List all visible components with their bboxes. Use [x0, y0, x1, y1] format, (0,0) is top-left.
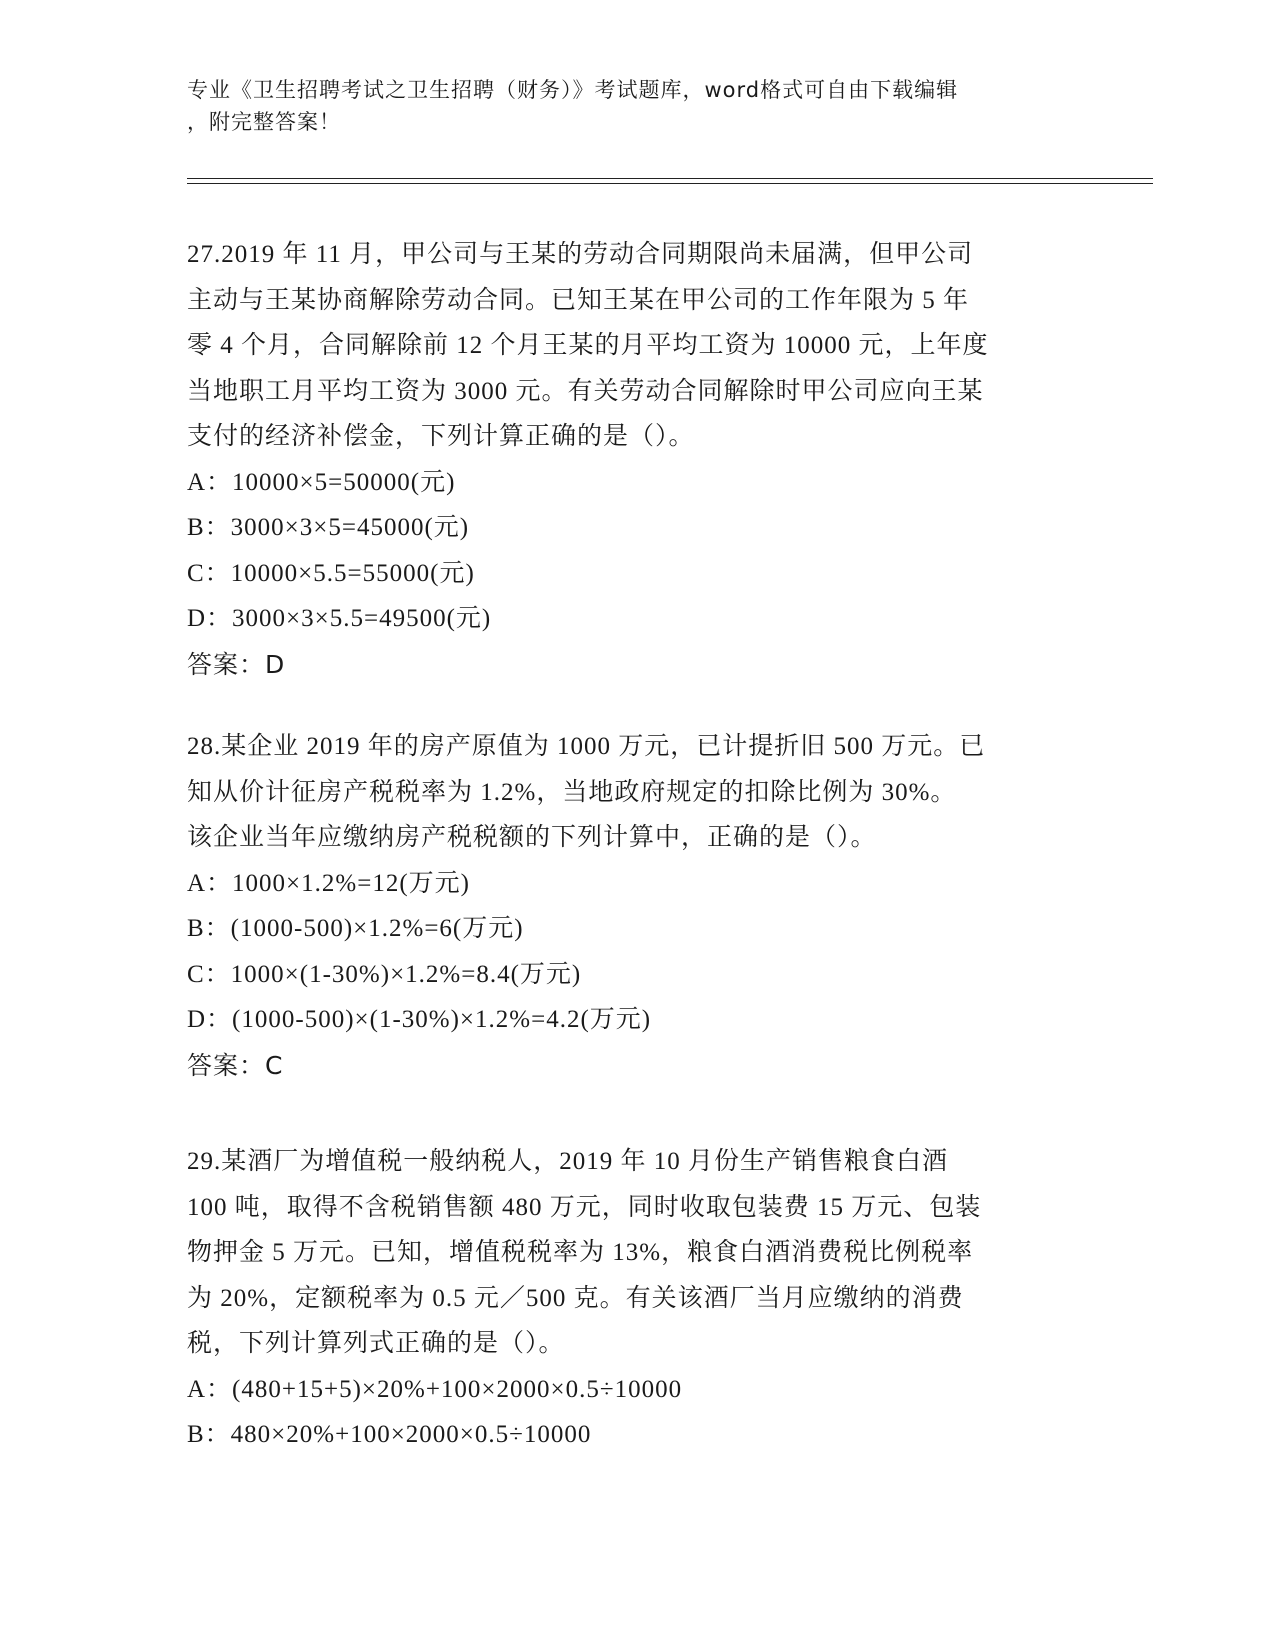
- question-stem-line: 100 吨，取得不含税销售额 480 万元，同时收取包装费 15 万元、包装: [187, 1193, 982, 1221]
- header-divider: [187, 178, 1153, 179]
- question-28: [187, 724, 1087, 1088]
- option-c: C：1000×(1-30%)×1.2%=8.4(万元): [187, 960, 582, 988]
- question-stem-line: 27.2019 年 11 月，甲公司与王某的劳动合同期限尚未届满，但甲公司: [187, 241, 974, 268]
- option-b: B：(1000-500)×1.2%=6(万元): [187, 915, 524, 942]
- question-stem-line: 物押金 5 万元。已知，增值税税率为 13%，粮食白酒消费税比例税率: [187, 1239, 974, 1266]
- question-stem-line: 当地职工月平均工资为 3000 元。有关劳动合同解除时甲公司应向王某: [187, 377, 984, 405]
- option-d: D：3000×3×5.5=49500(元): [187, 605, 492, 632]
- question-stem-line: 为 20%，定额税率为 0.5 元／500 克。有关该酒厂当月应缴纳的消费: [187, 1284, 964, 1312]
- answer: 答案：C: [187, 1050, 284, 1080]
- question-stem-line: 税，下列计算列式正确的是（）。: [187, 1330, 565, 1357]
- header-divider: [187, 183, 1153, 184]
- answer: 答案：D: [187, 649, 286, 679]
- option-a: A：10000×5=50000(元): [187, 468, 456, 496]
- question-stem-line: 支付的经济补偿金，下列计算正确的是（）。: [187, 423, 695, 450]
- question-27: [187, 232, 1087, 687]
- option-b: B：3000×3×5=45000(元): [187, 514, 470, 541]
- header-line: 专业《卫生招聘考试之卫生招聘（财务）》考试题库，word格式可自由下载编辑: [187, 78, 959, 102]
- question-stem-line: 29.某酒厂为增值税一般纳税人，2019 年 10 月份生产销售粮食白酒: [187, 1148, 949, 1175]
- document-header: [187, 74, 1087, 138]
- question-29: [187, 1139, 1087, 1458]
- option-b: B：480×20%+100×2000×0.5÷10000: [187, 1421, 592, 1448]
- question-stem-line: 该企业当年应缴纳房产税税额的下列计算中，正确的是（）。: [187, 824, 877, 851]
- question-stem-line: 零 4 个月，合同解除前 12 个月王某的月平均工资为 10000 元，上年度: [187, 332, 989, 359]
- header-line: ，附完整答案！: [187, 110, 341, 134]
- option-a: A：1000×1.2%=12(万元): [187, 869, 470, 897]
- option-c: C：10000×5.5=55000(元): [187, 559, 475, 587]
- question-stem-line: 知从价计征房产税税率为 1.2%，当地政府规定的扣除比例为 30%。: [187, 778, 957, 806]
- option-d: D：(1000-500)×(1-30%)×1.2%=4.2(万元): [187, 1006, 652, 1033]
- question-stem-line: 28.某企业 2019 年的房产原值为 1000 万元，已计提折旧 500 万元。已: [187, 733, 986, 760]
- question-stem-line: 主动与王某协商解除劳动合同。已知王某在甲公司的工作年限为 5 年: [187, 286, 970, 314]
- option-a: A：(480+15+5)×20%+100×2000×0.5÷10000: [187, 1375, 683, 1403]
